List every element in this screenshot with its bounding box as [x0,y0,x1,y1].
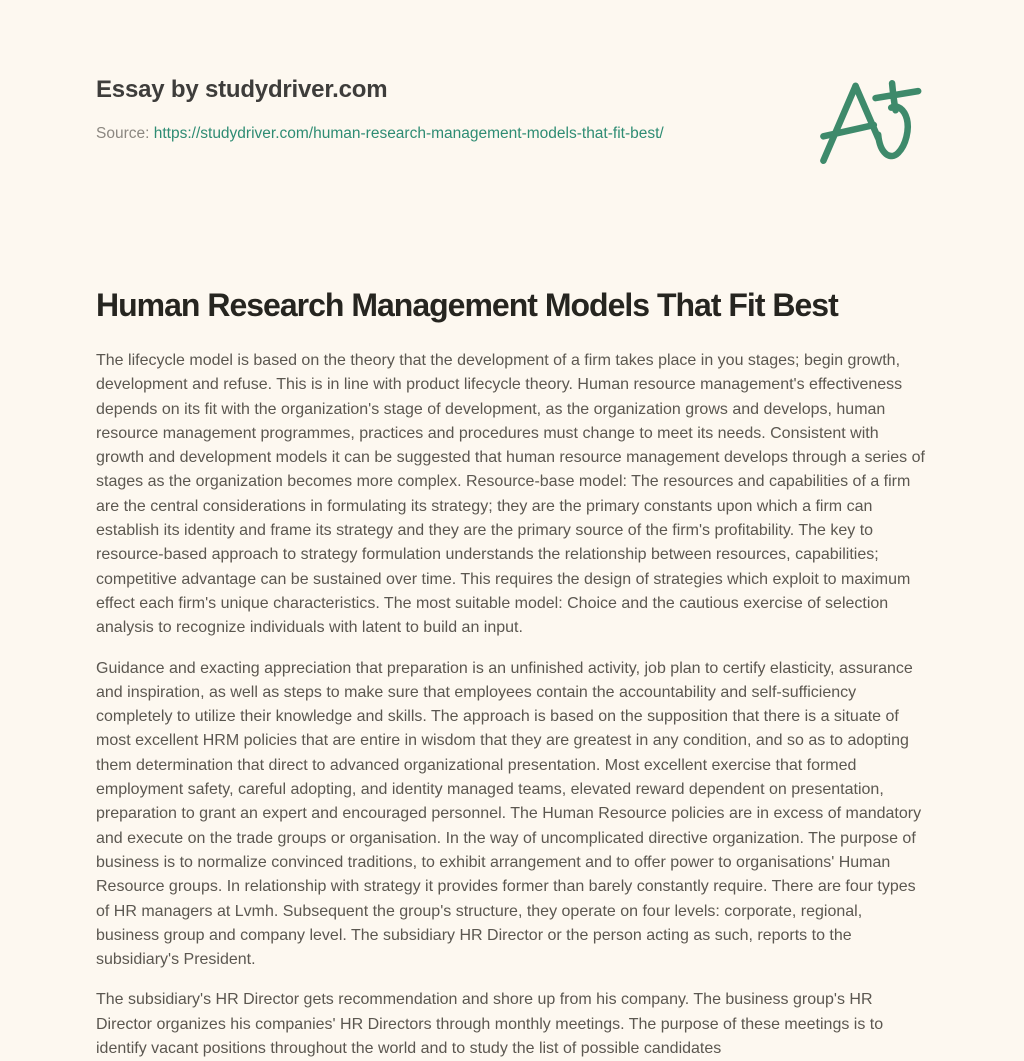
essay-by-heading: Essay by studydriver.com [96,76,388,103]
logo-hook-swash [878,107,908,156]
essay-paragraph-3: The subsidiary's HR Director gets recommendation and shore up from his company. The business group's HR Director organizes his companies' HR Directors through monthly meetings. The purpose of these meetings is to identify vacant positions throughout the world and to study the list of possible candidates [96,991,884,1058]
source-link[interactable]: https://studydriver.com/human-research-management-models-that-fit-best/ [153,125,664,142]
essay-body [96,349,928,1061]
essay-paragraph-2: Guidance and exacting appreciation that preparation is an unfinished activity, job plan to certify elasticity, assurance and inspiration, as well as steps to make sure that employees contain the accountability and self-sufficiency completely to utilize their knowledge and skills. The approach is based on the supposition that there is a situate of most excellent HRM policies that are entire in wisdom that they are greatest in any condition, and so as to adopting them determination that direct to advanced organizational presentation. Most excellent exercise that formed employment safety, careful adopting, and identity managed teams, elevated reward dependent on presentation, preparation to grant an expert and encouraged personnel. The Human Resource policies are in excess of mandatory and execute on the trade groups or organisation. In the way of uncomplicated directive organization. The purpose of business is to normalize convinced traditions, to exhibit arrangement and to offer power to organisations' Human Resource groups. In relationship with strategy it provides former than barely constantly require. There are four types of HR managers at Lvmh. Subsequent the group's structure, they operate on four levels: corporate, regional, business group and company level. The subsidiary HR Director or the person acting as such, reports to the subsidiary's President. [96,659,922,969]
logo-a-crossbar [823,125,873,136]
logo-plus-horizontal [876,91,919,98]
source-label: Source: [96,125,150,142]
studydriver-logo [804,72,928,172]
a-plus-logo-icon [804,72,928,172]
essay-title: Human Research Management Models That Fit Best [96,287,838,323]
essay-paragraph-1: The lifecycle model is based on the theory that the development of a firm takes place in you stages; begin growth, development and refuse. This is in line with product lifecycle theory. Human resource management's effectiveness depends on its fit with the organization's stage of development, as the organization grows and develops, human resource management programmes, practices and procedures must change to meet its needs. Consistent with growth and development models it can be suggested that human resource management develops through a series of stages as the organization becomes more complex. Resource-base model: The resources and capabilities of a firm are the central considerations in formulating its strategy; they are the primary constants upon which a firm can establish its identity and frame its strategy and they are the primary source of the firm's profitability. The key to resource-based approach to strategy formulation understands the relationship between resources, capabilities; competitive advantage can be sustained over time. This requires the design of strategies which exploit to maximum effect each firm's unique characteristics. The most suitable model: Choice and the cautious exercise of selection analysis to recognize individuals with latent to build an input. [96,352,925,637]
logo-a-left-leg [823,86,855,161]
source-line [96,124,664,143]
page-header [96,76,928,172]
header-text-block [96,76,664,143]
